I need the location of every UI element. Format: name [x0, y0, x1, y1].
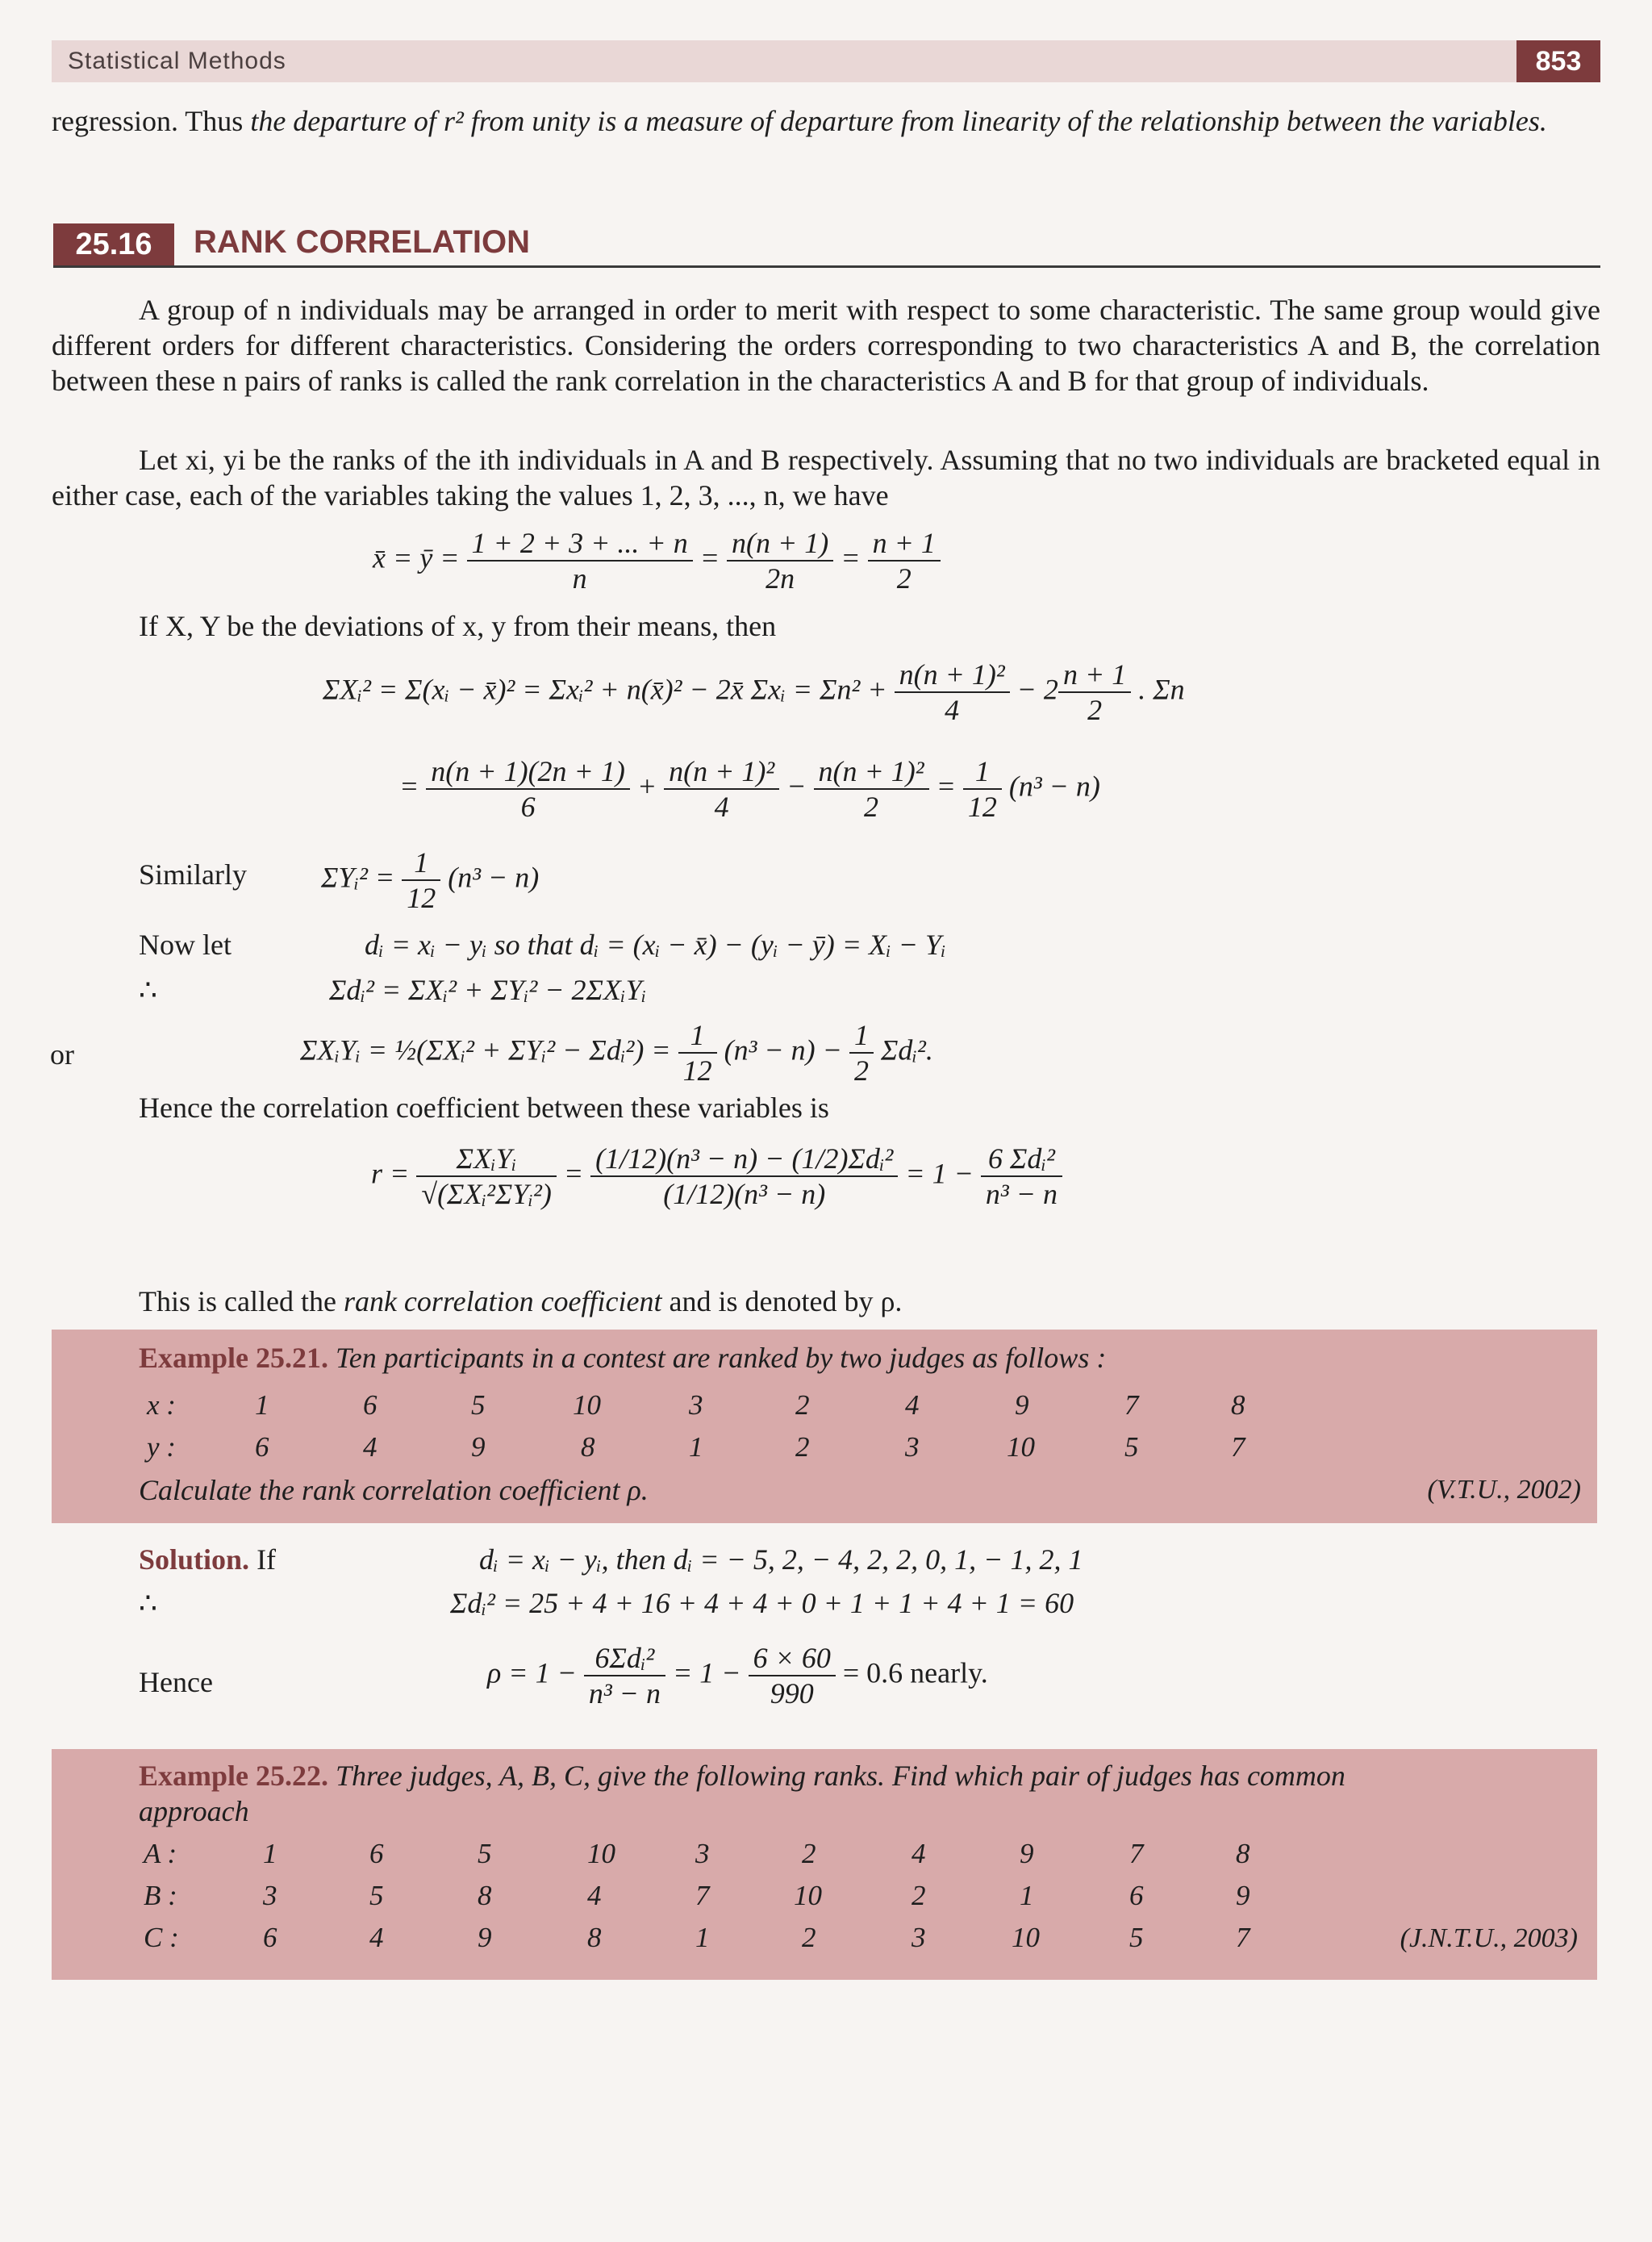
example-25-22-box [52, 1749, 1597, 1980]
example2-b-row: B : 3 5 8 4 7 10 2 1 6 9 [144, 1880, 1250, 1911]
example-25-21-heading: Example 25.21. Ten participants in a contest are ranked by two judges as follows : [139, 1342, 1107, 1374]
deviation-text: If X, Y be the deviations of x, y from their means, then [139, 610, 777, 642]
similarly-label: Similarly [139, 858, 247, 891]
nowlet-equation: dᵢ = xᵢ − yᵢ so that dᵢ = (xᵢ − x̄) − (yᵢ − ȳ) = Xᵢ − Yᵢ [365, 929, 946, 961]
example2-a-row: A : 1 6 5 10 3 2 4 9 7 8 [144, 1838, 1250, 1869]
paragraph-1: A group of n individuals may be arranged in order to merit with respect to some characteristic. The same group would give different orders for different characteristics. Considering the orders corresponding to two characteristics A and B, the correlation between these n pairs of ranks is called the rank correlation in the characteristics A and B for that group of individuals. [52, 294, 1600, 397]
mean-fraction-1: $\frac{1 + 2 + 3 + ... + n}{n}$ [467, 526, 693, 595]
example2-source: (J.N.T.U., 2003) [1400, 1923, 1578, 1953]
section-title: RANK CORRELATION [194, 224, 531, 260]
example2-c-row: C : 6 4 9 8 1 2 3 10 5 7 [144, 1922, 1250, 1953]
running-title: Statistical Methods [68, 48, 286, 74]
mean-fraction-3: $\frac{n + 1}{2}$ [868, 526, 941, 595]
paragraph-2: Let xi, yi be the ranks of the ith individuals in A and B respectively. Assuming that no two individuals are bracketed equal in either case, each of the variables taking the values 1, 2, 3, ..., n, we have [52, 444, 1600, 511]
solution-line-1: dᵢ = xᵢ − yᵢ, then dᵢ = − 5, 2, − 4, 2, 2, 0, 1, − 1, 2, 1 [479, 1543, 1083, 1576]
example1-source: (V.T.U., 2002) [1427, 1475, 1581, 1505]
mean-lhs: x̄ = ȳ = [373, 541, 460, 574]
intro-lead: regression. Thus [52, 105, 244, 137]
section-number: 25.16 [53, 223, 174, 265]
sumx-equation-line2: = $\frac{n(n + 1)(2n + 1)}{6}$ + $\frac{\text{n(n + 1)²}}{4}$ − $\frac{\text{n(n + 1)²}}{2}$ = $\frac{1}{12}$ (n³ − n) [399, 755, 1100, 823]
intro-paragraph [52, 103, 1600, 139]
sumx-equation-line1: ΣXᵢ² = Σ(xᵢ − x̄)² = Σxᵢ² + n(x̄)² − 2x̄ Σxᵢ = Σn² + $\frac{\text{n(n + 1)²}}{4}$ − 2 $\frac{n + 1}{2}$ . Σn [323, 658, 1185, 726]
example1-y-row: y : 6 4 9 8 1 2 3 10 5 7 [147, 1431, 1245, 1463]
example1-x-row: x : 1 6 5 10 3 2 4 9 7 8 [147, 1389, 1245, 1421]
example-25-21-box [52, 1330, 1597, 1523]
similarly-equation: ΣYᵢ² = $\frac{1}{12}$ (n³ − n) [321, 846, 540, 914]
solution-rho-equation: ρ = 1 − $\frac{\text{6Σdᵢ²}}{\text{n³ − n}}$ = 1 − $\frac{6 \times 60}{990}$ = 0.6 nearly. [487, 1642, 988, 1710]
solution-hence: Hence [139, 1666, 213, 1698]
or-label: or [50, 1038, 74, 1071]
running-header [52, 40, 1600, 82]
section-rule [53, 265, 1600, 268]
r-equation: r = $\frac{\text{ΣXᵢYᵢ}}{\text{√(ΣXᵢ²ΣYᵢ²)}}$ = $\frac{\text{(1/12)(n³ − n) − (1/2)Σdᵢ²}}{\text{(1/12)(n³ − n)}}$ = 1 − $\frac{\text{6 Σdᵢ²}}{\text{n³ − n}}$ [371, 1142, 1062, 1211]
mean-fraction-2: $\frac{n(n + 1)}{2n}$ [727, 526, 833, 595]
nowlet-equation-3: ΣXᵢYᵢ = ½(ΣXᵢ² + ΣYᵢ² − Σdᵢ²) = $\frac{1}{12}$ (n³ − n) − $\frac{1}{2}$ Σdᵢ². [300, 1019, 933, 1087]
nowlet-label: Now let [139, 929, 232, 961]
therefore-symbol-2: ∴ [139, 1587, 157, 1619]
solution-label: Solution. If [139, 1543, 277, 1576]
hence-text: Hence the correlation coefficient between these variables is [139, 1092, 829, 1124]
intro-emphasis: the departure of r² from unity is a measure of departure from linearity of the relationship between the variables. [250, 105, 1547, 137]
solution-line-2: Σdᵢ² = 25 + 4 + 16 + 4 + 4 + 0 + 1 + 1 + 4 + 1 = 60 [450, 1587, 1074, 1619]
example-25-22-heading: Example 25.22. Three judges, A, B, C, give the following ranks. Find which pair of judges has common [139, 1760, 1345, 1792]
mean-equation: x̄ = ȳ = $\frac{1 + 2 + 3 + ... + n}{n}$ = $\frac{n(n + 1)}{2n}$ = $\frac{n + 1}{2}$ [373, 526, 941, 595]
therefore-symbol-1: ∴ [139, 974, 157, 1006]
example1-question: Calculate the rank correlation coefficient ρ. [139, 1474, 649, 1506]
example-25-22-heading-line2: approach [139, 1795, 249, 1827]
called-text: This is called the rank correlation coefficient and is denoted by ρ. [139, 1285, 903, 1317]
nowlet-equation-2: Σdᵢ² = ΣXᵢ² + ΣYᵢ² − 2ΣXᵢYᵢ [329, 974, 647, 1006]
page-number: 853 [1516, 40, 1600, 82]
